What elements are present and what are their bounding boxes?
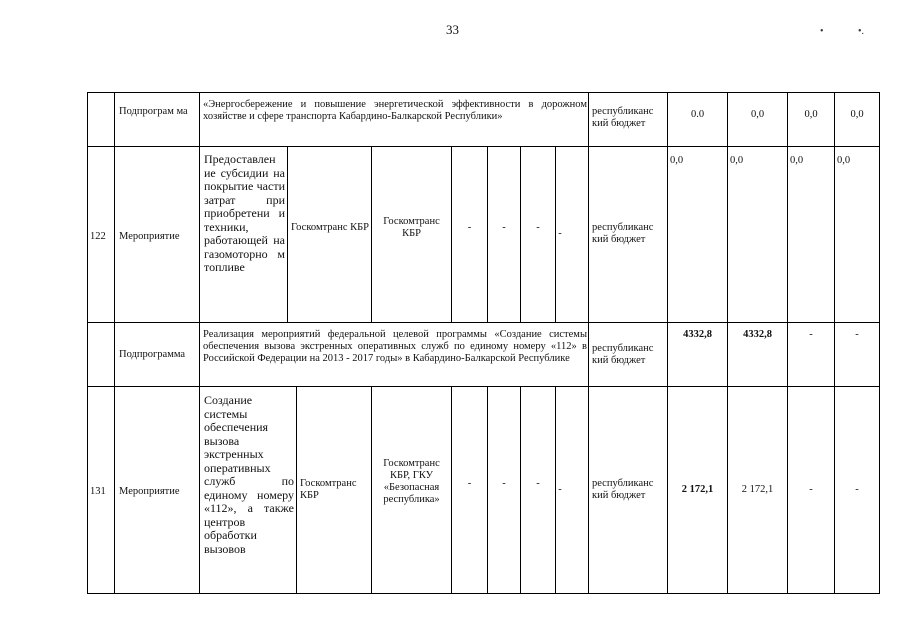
row-code: - bbox=[467, 222, 472, 233]
row-value: 0,0 bbox=[670, 155, 684, 166]
row-value: - bbox=[809, 329, 813, 340]
row-type: Подпрограм ма bbox=[119, 106, 188, 117]
row-value: 0,0 bbox=[790, 155, 804, 166]
row-code: - bbox=[536, 478, 540, 489]
row-value: 2 172,1 bbox=[681, 484, 714, 495]
row-code: - bbox=[536, 222, 540, 233]
row-source: республиканс кий бюджет bbox=[592, 222, 654, 245]
row-type: Мероприятие bbox=[119, 486, 180, 497]
row-type: Мероприятие bbox=[119, 231, 180, 242]
row-source: республиканс кий бюджет bbox=[592, 478, 654, 501]
row-value: 0,0 bbox=[750, 109, 765, 120]
row-number: 122 bbox=[90, 231, 106, 242]
row-value: 0,0 bbox=[850, 109, 864, 120]
scan-mark: • bbox=[820, 26, 824, 37]
row-value: 0,0 bbox=[804, 109, 818, 120]
row-value: 0,0 bbox=[730, 155, 744, 166]
row-executor: Госкомтранс КБР bbox=[291, 222, 369, 233]
row-value: 4332,8 bbox=[743, 329, 772, 340]
row-value: - bbox=[855, 484, 859, 495]
row-value: - bbox=[855, 329, 859, 340]
row-number: 131 bbox=[90, 486, 106, 497]
row-name: «Энергосбережение и повышение энергетической эффективности в дорожном хозяйстве и сфере транспорта Кабардино-Балкарской Республики» bbox=[203, 99, 587, 122]
row-value: 2 172,1 bbox=[741, 484, 774, 495]
row-code: - bbox=[502, 478, 506, 489]
row-value: - bbox=[809, 484, 813, 495]
row-executor: Госкомтранс КБР bbox=[300, 478, 357, 501]
row-type: Подпрограмма bbox=[119, 349, 186, 360]
scan-mark: •. bbox=[858, 26, 865, 37]
row-name: Реализация мероприятий федеральной целевой программы «Создание системы обеспечения вызова экстренных оперативных служб по единому номеру «112» в Российской Федерации на 2013 - 2017 годы» в Кабардино-Балкарской Республике bbox=[203, 329, 587, 364]
row-source: республиканс кий бюджет bbox=[592, 106, 654, 129]
row-source: республиканс кий бюджет bbox=[592, 343, 654, 366]
row-coexecutor: Госкомтранс КБР, ГКУ «Безопасная республика» bbox=[383, 458, 440, 505]
row-name: Создание системы обеспечения вызова экстренных оперативных служб по единому номеру «112», а также центров обработки вызовов bbox=[204, 393, 294, 556]
row-value: 0,0 bbox=[837, 155, 851, 166]
row-code: - bbox=[558, 228, 562, 239]
row-coexecutor: Госкомтранс КБР bbox=[383, 216, 440, 239]
page-number: 33 bbox=[446, 22, 459, 37]
row-code: - bbox=[467, 478, 472, 489]
row-value: 4332,8 bbox=[683, 329, 712, 340]
row-value: 0.0 bbox=[690, 109, 705, 120]
row-code: - bbox=[558, 484, 562, 495]
row-code: - bbox=[502, 222, 506, 233]
row-name: Предоставлен ие субсидии на покрытие части затрат при приобретени и техники, работающей на газомоторно м топливе bbox=[204, 152, 285, 274]
